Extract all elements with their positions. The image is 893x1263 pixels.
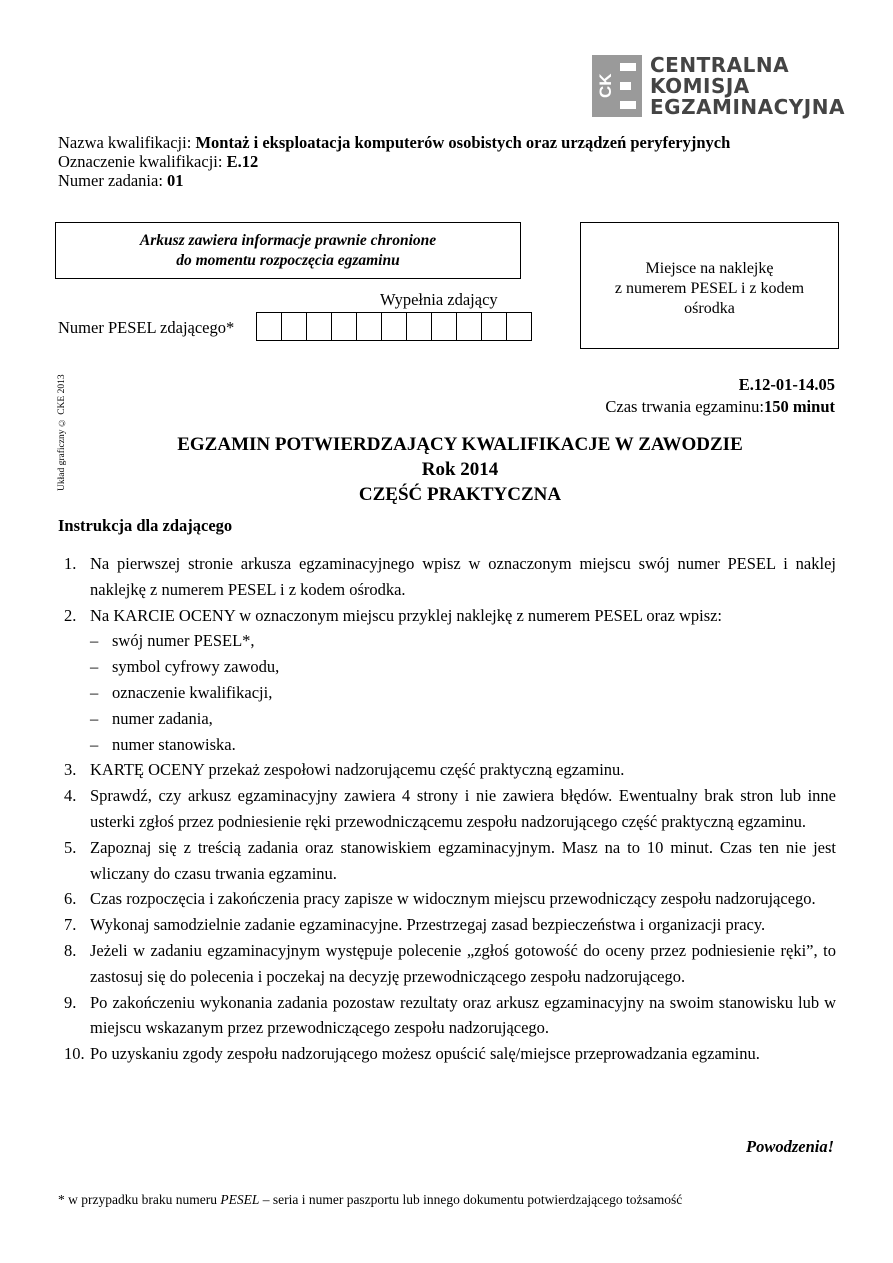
exam-year: Rok 2014 bbox=[421, 459, 499, 480]
list-item bbox=[64, 912, 836, 938]
footnote-prefix: * w przypadku braku numeru bbox=[58, 1192, 221, 1207]
duration-label: Czas trwania egzaminu: bbox=[605, 397, 764, 416]
exam-part: CZĘŚĆ PRAKTYCZNA bbox=[358, 484, 562, 505]
pesel-cell[interactable] bbox=[306, 312, 332, 341]
logo-line-3: EGZAMINACYJNA bbox=[650, 95, 845, 119]
pesel-cell[interactable] bbox=[406, 312, 432, 341]
qualification-code-row bbox=[58, 152, 730, 171]
dash: – bbox=[90, 657, 99, 677]
item-number: 4. bbox=[64, 786, 77, 806]
item-number: 7. bbox=[64, 915, 77, 935]
item-number: 6. bbox=[64, 889, 77, 909]
cke-logo-text bbox=[650, 55, 845, 118]
item-text: KARTĘ OCENY przekaż zespołowi nadzorującemu część praktyczną egzaminu. bbox=[90, 760, 625, 780]
pesel-cell[interactable] bbox=[256, 312, 282, 341]
exam-title: EGZAMIN POTWIERDZAJĄCY KWALIFIKACJE W ZAWODZIE bbox=[177, 434, 743, 455]
sub-list-item bbox=[64, 680, 836, 706]
qualification-meta bbox=[58, 133, 730, 190]
pesel-cell[interactable] bbox=[356, 312, 382, 341]
cke-logo-ck: CK bbox=[596, 73, 615, 99]
pesel-label: Numer PESEL zdającego* bbox=[58, 318, 235, 337]
pesel-cell[interactable] bbox=[331, 312, 357, 341]
item-number: 10. bbox=[64, 1044, 85, 1064]
fills-candidate-label: Wypełnia zdający bbox=[380, 290, 498, 309]
list-item bbox=[64, 551, 836, 603]
instructions-list bbox=[64, 551, 836, 1067]
pesel-input-cells[interactable] bbox=[257, 312, 532, 341]
item-number: 9. bbox=[64, 992, 77, 1012]
item-number: 3. bbox=[64, 760, 77, 780]
sub-item-text: oznaczenie kwalifikacji, bbox=[112, 682, 273, 702]
exam-code: E.12-01-14.05 bbox=[738, 375, 835, 394]
cke-logo-mark bbox=[592, 55, 642, 117]
task-number: 01 bbox=[167, 171, 184, 190]
item-number: 1. bbox=[64, 554, 77, 573]
sticker-line-2: z numerem PESEL i z kodem bbox=[614, 280, 805, 297]
cke-logo-e-icon bbox=[620, 63, 636, 109]
sticker-placeholder-box bbox=[580, 222, 839, 349]
legal-notice-box bbox=[55, 222, 521, 279]
sticker-line-3: ośrodka bbox=[684, 300, 735, 317]
dash: – bbox=[90, 682, 99, 702]
item-text: Zapoznaj się z treścią zadania oraz stanowiskiem egzaminacyjnym. Masz na to 10 minut. Czas ten nie jest wliczany do czasu trwania egzaminu. bbox=[90, 837, 836, 883]
item-text: Sprawdź, czy arkusz egzaminacyjny zawiera 4 strony i nie zawiera błędów. Ewentualny brak stron lub inne usterki zgłoś przez podniesienie ręki przewodniczącemu zespołu nadzorującego część praktyczną egzaminu. bbox=[90, 786, 836, 831]
pesel-cell[interactable] bbox=[506, 312, 532, 341]
sticker-line-1: Miejsce na naklejkę bbox=[645, 260, 774, 277]
logo-line-2: KOMISJA bbox=[650, 74, 750, 98]
list-item bbox=[64, 835, 836, 887]
sub-list-item bbox=[64, 706, 836, 732]
dash: – bbox=[90, 631, 99, 651]
legal-notice-line-1: Arkusz zawiera informacje prawnie chronione bbox=[139, 232, 437, 249]
sub-list-item bbox=[64, 628, 836, 654]
footnote bbox=[58, 1192, 682, 1208]
pesel-cell[interactable] bbox=[481, 312, 507, 341]
item-text: Na KARCIE OCENY w oznaczonym miejscu przyklej naklejkę z numerem PESEL oraz wpisz: bbox=[90, 605, 723, 625]
instructions-title: Instrukcja dla zdającego bbox=[58, 516, 233, 535]
sub-item-text: symbol cyfrowy zawodu, bbox=[112, 657, 280, 677]
item-text: Po uzyskaniu zgody zespołu nadzorującego możesz opuścić salę/miejsce przeprowadzania egzaminu. bbox=[90, 1044, 760, 1064]
qualification-name-row bbox=[58, 133, 730, 152]
duration-value: 150 minut bbox=[763, 397, 835, 416]
item-text: Jeżeli w zadaniu egzaminacyjnym występuje polecenie „zgłoś gotowość do oceny przez podniesienie ręki”, to zastosuj się do polecenia i poczekaj na decyzję przewodniczącego zespołu nadzorującego. bbox=[90, 940, 836, 986]
pesel-cell[interactable] bbox=[456, 312, 482, 341]
sub-list-item bbox=[64, 654, 836, 680]
list-item bbox=[64, 990, 836, 1042]
exam-code-block bbox=[605, 374, 835, 418]
item-number: 8. bbox=[64, 940, 77, 960]
layout-credit: Układ graficzny © CKE 2013 bbox=[57, 374, 67, 491]
list-item bbox=[64, 603, 836, 629]
legal-notice-line-2: do momentu rozpoczęcia egzaminu bbox=[176, 252, 400, 269]
item-text: Po zakończeniu wykonania zadania pozostaw rezultaty oraz arkusz egzaminacyjny na swoim stanowisku lub w miejscu wskazanym przez przewodniczącego zespołu nadzorującego. bbox=[90, 992, 836, 1038]
qualification-code-label: Oznaczenie kwalifikacji: bbox=[58, 152, 227, 171]
sub-item-text: swój numer PESEL*, bbox=[112, 631, 255, 651]
item-number: 2. bbox=[64, 605, 77, 625]
list-item bbox=[64, 757, 836, 783]
dash: – bbox=[90, 708, 99, 728]
list-item bbox=[64, 938, 836, 990]
qualification-name-label: Nazwa kwalifikacji: bbox=[58, 133, 196, 152]
pesel-cell[interactable] bbox=[281, 312, 307, 341]
sub-list-item bbox=[64, 732, 836, 758]
pesel-cell[interactable] bbox=[431, 312, 457, 341]
item-text: Czas rozpoczęcia i zakończenia pracy zapisze w widocznym miejscu przewodniczący zespołu nadzorującego. bbox=[90, 889, 816, 909]
exam-duration bbox=[605, 396, 835, 418]
qualification-code: E.12 bbox=[226, 152, 259, 171]
item-text: Wykonaj samodzielnie zadanie egzaminacyjne. Przestrzegaj zasad bezpieczeństwa i organizacji pracy. bbox=[90, 915, 766, 935]
list-item bbox=[64, 886, 836, 912]
item-number: 5. bbox=[64, 837, 77, 857]
task-number-row bbox=[58, 171, 730, 190]
list-item bbox=[64, 783, 836, 835]
task-number-label: Numer zadania: bbox=[58, 171, 168, 190]
item-text: Na pierwszej stronie arkusza egzaminacyjnego wpisz w oznaczonym miejscu swój numer PESEL i naklej naklejkę z numerem PESEL i z kodem ośrodka. bbox=[90, 554, 836, 599]
cke-logo bbox=[592, 53, 845, 119]
footnote-emph: PESEL bbox=[220, 1192, 260, 1207]
logo-line-1: CENTRALNA bbox=[650, 53, 790, 77]
footnote-suffix: – seria i numer paszportu lub innego dokumentu potwierdzającego tożsamość bbox=[259, 1192, 683, 1207]
qualification-name: Montaż i eksploatacja komputerów osobistych oraz urządzeń peryferyjnych bbox=[195, 133, 731, 152]
dash: – bbox=[90, 734, 99, 754]
pesel-cell[interactable] bbox=[381, 312, 407, 341]
sub-item-text: numer zadania, bbox=[112, 708, 213, 728]
closing-wish: Powodzenia! bbox=[745, 1137, 834, 1156]
sub-item-text: numer stanowiska. bbox=[112, 734, 236, 754]
exam-titles bbox=[60, 432, 860, 507]
list-item bbox=[64, 1041, 836, 1067]
